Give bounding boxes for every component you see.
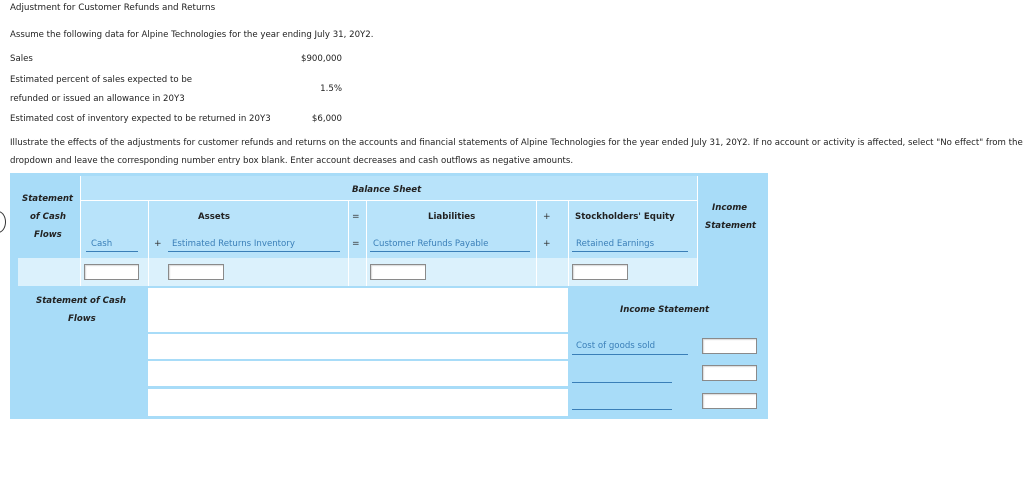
- re-amount-input[interactable]: [572, 264, 628, 280]
- scf-header-line2: of Cash: [30, 212, 66, 222]
- lower-scf-line2: Flows: [68, 314, 96, 324]
- is-account-cogs[interactable]: Cost of goods sold: [576, 341, 656, 351]
- liabilities-label: Liabilities: [428, 212, 476, 222]
- lower-is-header: Income Statement: [620, 305, 710, 315]
- page-title: Adjustment for Customer Refunds and Returns: [10, 3, 216, 13]
- equity-label: Stockholders' Equity: [575, 212, 675, 222]
- account-re-underline: [572, 251, 688, 252]
- plus-sign-assets: +: [154, 239, 162, 249]
- account-customer-refunds-payable[interactable]: Customer Refunds Payable: [373, 239, 489, 249]
- account-est-returns-inventory[interactable]: Estimated Returns Inventory: [172, 239, 295, 249]
- is-amount-input-3[interactable]: [702, 393, 757, 409]
- col-divider-plus-left: [536, 200, 537, 286]
- assets-label: Assets: [198, 212, 230, 222]
- account-est-returns-underline: [168, 251, 340, 252]
- scf-header-line3: Flows: [34, 230, 62, 240]
- account-crp-underline: [370, 251, 530, 252]
- is-account-blank-2[interactable]: [572, 409, 672, 410]
- refund-percent-label-line1: Estimated percent of sales expected to be: [10, 75, 193, 85]
- radio-partial-icon[interactable]: [0, 211, 6, 233]
- col-divider-plus-right: [568, 200, 569, 286]
- equals-sign: =: [352, 212, 360, 222]
- account-retained-earnings[interactable]: Retained Earnings: [576, 239, 655, 249]
- refund-percent-value: 1.5%: [320, 84, 342, 94]
- is-amount-input-2[interactable]: [702, 365, 757, 381]
- account-cash[interactable]: Cash: [91, 239, 113, 249]
- col-divider-is: [697, 176, 698, 286]
- scf-detail-row-3: [148, 389, 568, 416]
- scf-header-line1: Statement: [22, 194, 74, 204]
- is-header-line2: Statement: [705, 221, 757, 231]
- sales-label: Sales: [10, 54, 33, 64]
- sales-value: $900,000: [300, 54, 342, 64]
- lower-scf-line1: Statement of Cash: [36, 296, 127, 306]
- plus-sign-row: +: [543, 239, 551, 249]
- col-divider-scf: [80, 176, 81, 286]
- cash-amount-input[interactable]: [84, 264, 139, 280]
- equals-sign-row: =: [352, 239, 360, 249]
- scf-detail-area: [148, 288, 568, 332]
- est-returns-amount-input[interactable]: [168, 264, 224, 280]
- inventory-return-value: $6,000: [311, 114, 342, 124]
- header-divider: [80, 200, 697, 201]
- col-divider-cash: [148, 200, 149, 286]
- crp-amount-input[interactable]: [370, 264, 426, 280]
- inventory-return-label: Estimated cost of inventory expected to be returned in 20Y3: [10, 114, 271, 124]
- intro-text: Assume the following data for Alpine Technologies for the year ending July 31, 20Y2.: [10, 30, 374, 40]
- refund-percent-label-line2: refunded or issued an allowance in 20Y3: [10, 94, 185, 104]
- is-account-blank-1[interactable]: [572, 382, 672, 383]
- is-account-cogs-underline: [572, 354, 688, 355]
- is-header-line1: Income: [712, 203, 748, 213]
- scf-detail-row-2: [148, 361, 568, 386]
- account-cash-underline: [86, 251, 138, 252]
- is-amount-input-1[interactable]: [702, 338, 757, 354]
- balance-sheet-label: Balance Sheet: [352, 185, 422, 195]
- scf-detail-row-1: [148, 334, 568, 359]
- plus-sign: +: [543, 212, 551, 222]
- col-divider-equals-left: [348, 200, 349, 286]
- col-divider-equals-right: [366, 200, 367, 286]
- instruction-text: Illustrate the effects of the adjustments for customer refunds and returns on the accounts and financial statements of Alpine Technologies for the year ended July 31, 20Y2. If no account or activity is affected, select "No effect" from the dropdown and leave the corresponding number entry box blank. Enter account decreases and cash outflows as negative amounts.: [10, 138, 1023, 166]
